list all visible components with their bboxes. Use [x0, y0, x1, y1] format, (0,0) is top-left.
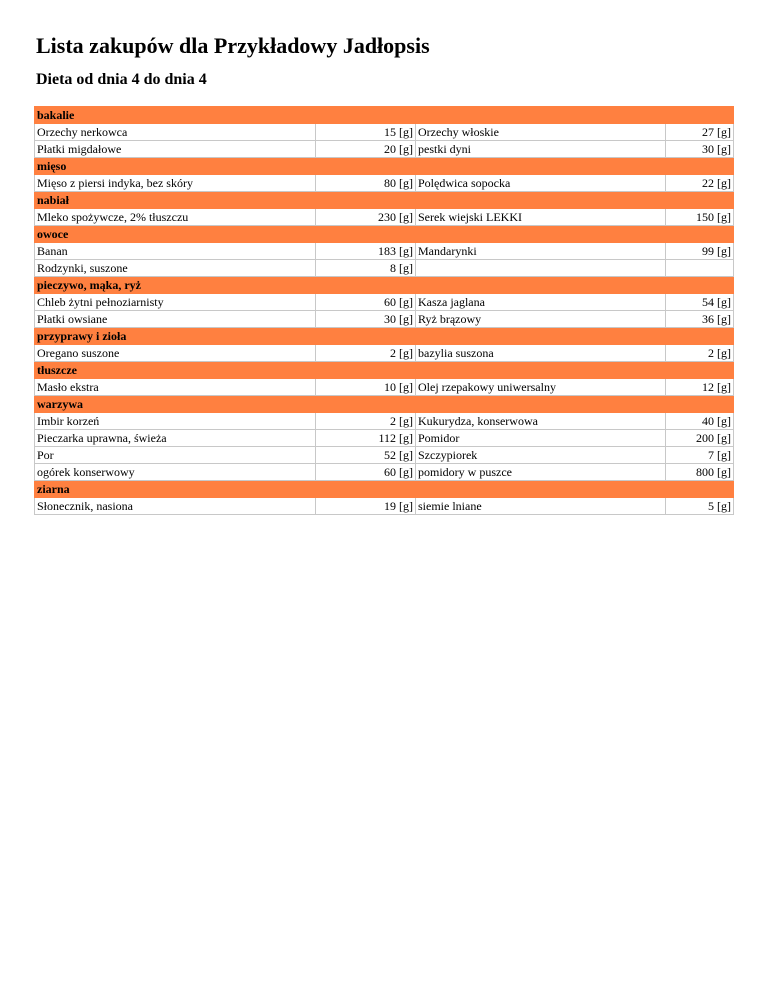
diet-range-subtitle: Dieta od dnia 4 do dnia 4: [36, 71, 207, 88]
item-amount: 27 [g]: [666, 124, 734, 141]
item-name: Banan: [35, 243, 316, 260]
item-name: Oregano suszone: [35, 345, 316, 362]
item-name: pomidory w puszce: [416, 464, 666, 481]
item-name: Masło ekstra: [35, 379, 316, 396]
page-title: Lista zakupów dla Przykładowy Jadłopsis: [36, 33, 430, 58]
shopping-list-table: [34, 106, 734, 515]
item-amount: 52 [g]: [316, 447, 416, 464]
item-name: [416, 260, 666, 277]
item-name: Mleko spożywcze, 2% tłuszczu: [35, 209, 316, 226]
category-label: bakalie: [35, 107, 734, 124]
item-row: [35, 141, 734, 158]
item-amount: 2 [g]: [666, 345, 734, 362]
item-amount: 36 [g]: [666, 311, 734, 328]
category-row: [35, 277, 734, 294]
item-name: Mandarynki: [416, 243, 666, 260]
item-name: Olej rzepakowy uniwersalny: [416, 379, 666, 396]
item-amount: 19 [g]: [316, 498, 416, 515]
item-name: Mięso z piersi indyka, bez skóry: [35, 175, 316, 192]
category-label: przyprawy i zioła: [35, 328, 734, 345]
item-row: [35, 430, 734, 447]
category-row: [35, 192, 734, 209]
item-amount: 150 [g]: [666, 209, 734, 226]
item-name: Pieczarka uprawna, świeża: [35, 430, 316, 447]
category-row: [35, 481, 734, 498]
category-row: [35, 158, 734, 175]
item-row: [35, 124, 734, 141]
category-label: ziarna: [35, 481, 734, 498]
category-label: mięso: [35, 158, 734, 175]
item-name: Ryż brązowy: [416, 311, 666, 328]
item-amount: 60 [g]: [316, 464, 416, 481]
item-amount: 54 [g]: [666, 294, 734, 311]
item-row: [35, 311, 734, 328]
item-row: [35, 379, 734, 396]
item-name: Por: [35, 447, 316, 464]
item-row: [35, 413, 734, 430]
item-amount: 230 [g]: [316, 209, 416, 226]
item-row: [35, 294, 734, 311]
item-name: siemie lniane: [416, 498, 666, 515]
item-amount: 12 [g]: [666, 379, 734, 396]
item-name: Orzechy włoskie: [416, 124, 666, 141]
item-amount: 800 [g]: [666, 464, 734, 481]
item-name: Chleb żytni pełnoziarnisty: [35, 294, 316, 311]
item-row: [35, 175, 734, 192]
item-amount: 40 [g]: [666, 413, 734, 430]
item-amount: 10 [g]: [316, 379, 416, 396]
item-amount: 80 [g]: [316, 175, 416, 192]
item-name: Serek wiejski LEKKI: [416, 209, 666, 226]
item-amount: 200 [g]: [666, 430, 734, 447]
item-name: Pomidor: [416, 430, 666, 447]
item-amount: 8 [g]: [316, 260, 416, 277]
item-amount: 60 [g]: [316, 294, 416, 311]
item-name: Polędwica sopocka: [416, 175, 666, 192]
item-amount: 15 [g]: [316, 124, 416, 141]
item-name: Imbir korzeń: [35, 413, 316, 430]
item-name: pestki dyni: [416, 141, 666, 158]
item-name: ogórek konserwowy: [35, 464, 316, 481]
category-row: [35, 226, 734, 243]
item-amount: 30 [g]: [316, 311, 416, 328]
item-name: Szczypiorek: [416, 447, 666, 464]
category-label: owoce: [35, 226, 734, 243]
category-row: [35, 107, 734, 124]
category-label: warzywa: [35, 396, 734, 413]
item-amount: 2 [g]: [316, 345, 416, 362]
item-amount: [666, 260, 734, 277]
category-row: [35, 362, 734, 379]
category-label: pieczywo, mąka, ryż: [35, 277, 734, 294]
category-row: [35, 396, 734, 413]
item-name: Rodzynki, suszone: [35, 260, 316, 277]
item-amount: 99 [g]: [666, 243, 734, 260]
item-name: Kasza jaglana: [416, 294, 666, 311]
item-name: Kukurydza, konserwowa: [416, 413, 666, 430]
item-name: Orzechy nerkowca: [35, 124, 316, 141]
item-name: bazylia suszona: [416, 345, 666, 362]
shopping-list-body: [35, 107, 734, 515]
item-name: Płatki migdałowe: [35, 141, 316, 158]
category-label: tłuszcze: [35, 362, 734, 379]
item-name: Płatki owsiane: [35, 311, 316, 328]
item-row: [35, 345, 734, 362]
item-amount: 2 [g]: [316, 413, 416, 430]
item-amount: 183 [g]: [316, 243, 416, 260]
item-amount: 5 [g]: [666, 498, 734, 515]
item-row: [35, 209, 734, 226]
item-row: [35, 243, 734, 260]
category-row: [35, 328, 734, 345]
item-amount: 30 [g]: [666, 141, 734, 158]
item-amount: 22 [g]: [666, 175, 734, 192]
item-row: [35, 498, 734, 515]
item-amount: 7 [g]: [666, 447, 734, 464]
item-row: [35, 447, 734, 464]
item-amount: 20 [g]: [316, 141, 416, 158]
category-label: nabiał: [35, 192, 734, 209]
item-row: [35, 464, 734, 481]
item-name: Słonecznik, nasiona: [35, 498, 316, 515]
item-row: [35, 260, 734, 277]
item-amount: 112 [g]: [316, 430, 416, 447]
